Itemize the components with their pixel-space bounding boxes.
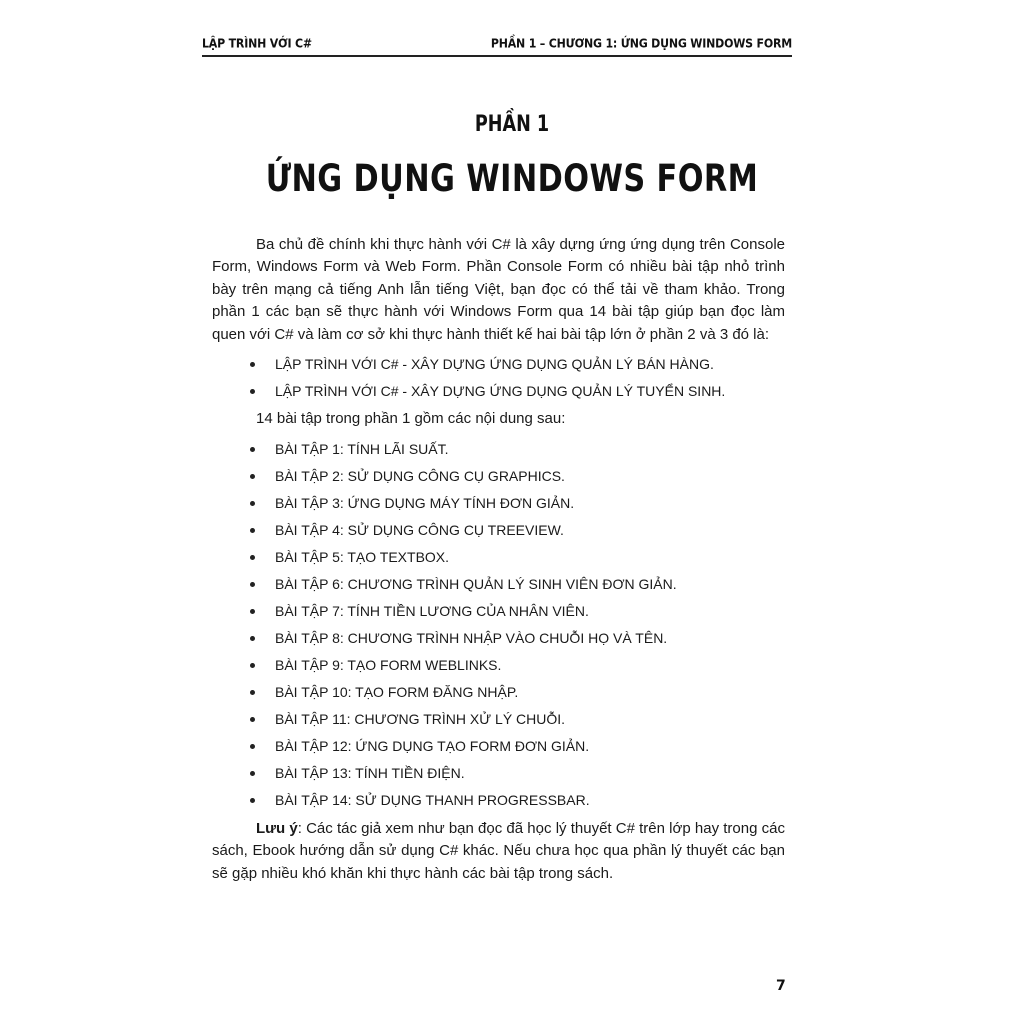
- project-list: [212, 351, 785, 405]
- note-label: Lưu ý: [256, 820, 298, 838]
- bullet-icon: [250, 690, 255, 695]
- header-chapter-title: PHẦN 1 – CHƯƠNG 1: ỨNG DỤNG WINDOWS FORM: [490, 36, 792, 51]
- part-label: PHẦN 1: [474, 112, 550, 137]
- list-item: BÀI TẬP 2: SỬ DỤNG CÔNG CỤ GRAPHICS.: [212, 463, 785, 490]
- list-item: BÀI TẬP 14: SỬ DỤNG THANH PROGRESSBAR.: [212, 787, 785, 814]
- bullet-icon: [250, 474, 255, 479]
- bullet-icon: [250, 389, 255, 394]
- bullet-icon: [250, 447, 255, 452]
- bullet-icon: [250, 555, 255, 560]
- bullet-icon: [250, 663, 255, 668]
- list-item: BÀI TẬP 10: TẠO FORM ĐĂNG NHẬP.: [212, 679, 785, 706]
- list-item: BÀI TẬP 1: TÍNH LÃI SUẤT.: [212, 436, 785, 463]
- list-item: BÀI TẬP 13: TÍNH TIỀN ĐIỆN.: [212, 760, 785, 787]
- list-item: LẬP TRÌNH VỚI C# - XÂY DỰNG ỨNG DỤNG QUẢN LÝ TUYỂN SINH.: [212, 378, 785, 405]
- list-item: BÀI TẬP 4: SỬ DỤNG CÔNG CỤ TREEVIEW.: [212, 517, 785, 544]
- bullet-icon: [250, 798, 255, 803]
- intro-paragraph: Ba chủ đề chính khi thực hành với C# là xây dựng ứng ứng dụng trên Console Form, Windows Form và Web Form. Phần Console Form có nhiều bài tập nhỏ trình bày trên mạng cả tiếng Anh lẫn tiếng Việt, bạn đọc có thể tải về tham khảo. Trong phần 1 các bạn sẽ thực hành với Windows Form qua 14 bài tập giúp bạn đọc làm quen với C# và làm cơ sở khi thực hành thiết kế hai bài tập lớn ở phần 2 và 3 đó là:: [212, 236, 785, 343]
- list-item: LẬP TRÌNH VỚI C# - XÂY DỰNG ỨNG DỤNG QUẢN LÝ BÁN HÀNG.: [212, 351, 785, 378]
- bullet-icon: [250, 609, 255, 614]
- bullet-icon: [250, 528, 255, 533]
- list-item: BÀI TẬP 12: ỨNG DỤNG TẠO FORM ĐƠN GIẢN.: [212, 733, 785, 760]
- list-item: BÀI TẬP 5: TẠO TEXTBOX.: [212, 544, 785, 571]
- list-item: BÀI TẬP 9: TẠO FORM WEBLINKS.: [212, 652, 785, 679]
- bullet-icon: [250, 744, 255, 749]
- exercise-list: [212, 436, 785, 814]
- header-rule: [202, 55, 792, 57]
- part-title: ỨNG DỤNG WINDOWS FORM: [265, 157, 759, 200]
- running-header: [202, 36, 792, 51]
- exercises-intro: 14 bài tập trong phần 1 gồm các nội dung sau:: [256, 410, 566, 428]
- bullet-icon: [250, 717, 255, 722]
- note-paragraph: [212, 818, 785, 885]
- body-text: [212, 234, 785, 885]
- page-number: 7: [776, 978, 786, 994]
- bullet-icon: [250, 582, 255, 587]
- list-item: BÀI TẬP 3: ỨNG DỤNG MÁY TÍNH ĐƠN GIẢN.: [212, 490, 785, 517]
- bullet-icon: [250, 501, 255, 506]
- note-text: : Các tác giả xem như bạn đọc đã học lý thuyết C# trên lớp hay trong các sách, Ebook hướng dẫn sử dụng C# khác. Nếu chưa học qua phần lý thuyết các bạn sẽ gặp nhiều khó khăn khi thực hành các bài tập trong sách.: [212, 820, 785, 882]
- list-item: BÀI TẬP 11: CHƯƠNG TRÌNH XỬ LÝ CHUỖI.: [212, 706, 785, 733]
- header-book-title: LẬP TRÌNH VỚI C#: [202, 36, 312, 51]
- bullet-icon: [250, 636, 255, 641]
- bullet-icon: [250, 362, 255, 367]
- list-item: BÀI TẬP 7: TÍNH TIỀN LƯƠNG CỦA NHÂN VIÊN.: [212, 598, 785, 625]
- bullet-icon: [250, 771, 255, 776]
- list-item: BÀI TẬP 6: CHƯƠNG TRÌNH QUẢN LÝ SINH VIÊN ĐƠN GIẢN.: [212, 571, 785, 598]
- list-item: BÀI TẬP 8: CHƯƠNG TRÌNH NHẬP VÀO CHUỖI HỌ VÀ TÊN.: [212, 625, 785, 652]
